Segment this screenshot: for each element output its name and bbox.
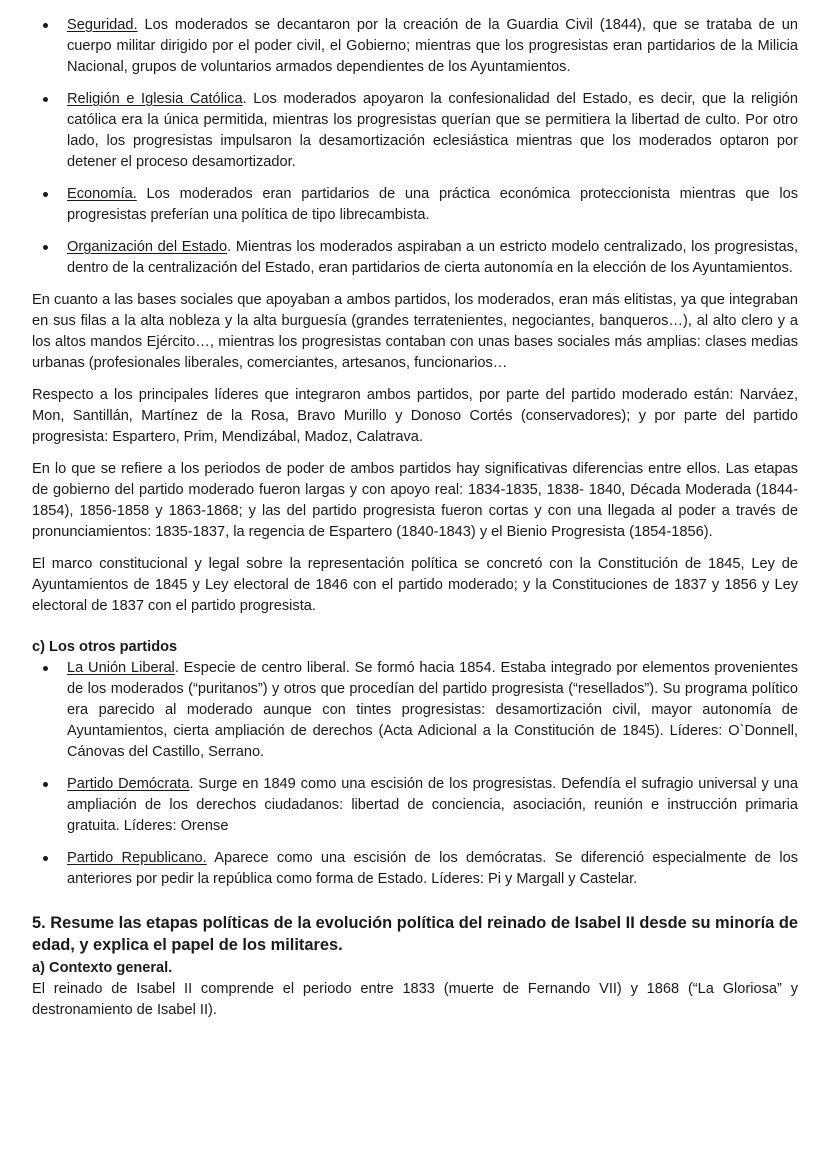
paragraph-leaders: Respecto a los principales líderes que integraron ambos partidos, por parte del partido moderado están: Narváez, Mon, Santillán, Martínez de la Rosa, Bravo Murillo y Donoso Cortés (conservadores); y por parte del partido progresista: Espartero, Prim, Mendizábal, Madoz, Calatrava. xyxy=(32,387,798,445)
list-item xyxy=(32,848,798,890)
list-item-text: . Los moderados apoyaron la confesionalidad del Estado, es decir, que la religión católica era la única permitida, mientras los progresistas querían que se permitiera la libertad de culto. Por otro lado, los progresistas impulsaron la desamortización eclesiástica mientras que los moderados optaron por detener el proceso desamortizador. xyxy=(67,91,799,170)
list-item xyxy=(32,658,798,763)
party-differences-list xyxy=(32,15,798,279)
list-item-term: Organización del Estado xyxy=(67,239,228,255)
list-item-term: Partido Demócrata xyxy=(67,776,190,792)
list-item-text: Los moderados eran partidarios de una práctica económica proteccionista mientras que los progresistas preferían una política de tipo librecambista. xyxy=(67,186,798,223)
question-paragraph: El reinado de Isabel II comprende el periodo entre 1833 (muerte de Fernando VII) y 1868 (“La Gloriosa” y destronamiento de Isabel II). xyxy=(32,981,798,1018)
paragraph-social-bases: En cuanto a las bases sociales que apoyaban a ambos partidos, los moderados, eran más elitistas, ya que integraban en sus filas a la alta nobleza y la alta burguesía (grandes terratenientes, negociantes, banqueros…), al alto clero y a los altos mandos Ejército…, mientras los progresistas contaban con unas bases sociales más amplias: clases medias urbanas (profesionales liberales, comerciantes, artesanos, funcionarios… xyxy=(32,292,798,371)
list-item-term: Religión e Iglesia Católica xyxy=(67,91,243,107)
list-item xyxy=(32,89,798,173)
list-item-text: . Surge en 1849 como una escisión de los progresistas. Defendía el sufragio universal y una ampliación de los derechos ciudadanos: libertad de conciencia, asociación, reunión e instrucción primaria gratuita. Líderes: Orense xyxy=(67,776,798,834)
list-item-text: . Especie de centro liberal. Se formó hacia 1854. Estaba integrado por elementos provenientes de los moderados (“puritanos”) y otros que procedían del partido progresista (“resellados”). Su programa político era parecido al moderado aunque con tintes progresistas: desamortización civil, mayor autonomía de Ayuntamientos, cierta ampliación de derechos (Acta Adicional a la Constitución de 1845). Líderes: O`Donnell, Cánovas del Castillo, Serrano. xyxy=(67,660,798,760)
list-item xyxy=(32,774,798,837)
section-heading-other-parties: c) Los otros partidos xyxy=(32,639,178,655)
list-item xyxy=(32,184,798,226)
list-item-term: Seguridad. xyxy=(67,17,138,33)
list-item-text: Aparece como una escisión de los demócratas. Se diferenció especialmente de los anteriores por pedir la república como forma de Estado. Líderes: Pi y Margall y Castelar. xyxy=(67,850,798,887)
paragraph-constitutional: El marco constitucional y legal sobre la representación política se concretó con la Constitución de 1845, Ley de Ayuntamientos de 1845 y Ley electoral de 1846 con el partido moderado; y la Constituciones de 1837 y 1856 y Ley electoral de 1837 con el partido progresista. xyxy=(32,556,798,614)
list-item-term: La Unión Liberal xyxy=(67,660,175,676)
list-item xyxy=(32,15,798,78)
question-subheading: a) Contexto general. xyxy=(32,960,173,976)
list-item xyxy=(32,237,798,279)
list-item-term: Economía. xyxy=(67,186,137,202)
other-parties-list xyxy=(32,658,798,890)
list-item-text: Los moderados se decantaron por la creación de la Guardia Civil (1844), que se trataba de un cuerpo militar dirigido por el poder civil, el Gobierno; mientras que los progresistas eran partidarios de la Milicia Nacional, grupos de voluntarios armados dependientes de los Ayuntamientos. xyxy=(67,17,798,75)
list-item-term: Partido Republicano. xyxy=(67,850,207,866)
list-item-text: . Mientras los moderados aspiraban a un estricto modelo centralizado, los progresistas, dentro de la centralización del Estado, eran partidarios de cierta autonomía en la elección de los Ayuntamientos. xyxy=(67,239,798,276)
question-heading: 5. Resume las etapas políticas de la evolución política del reinado de Isabel II desde su minoría de edad, y explica el papel de los militares. xyxy=(32,914,798,954)
document-page xyxy=(32,15,798,1021)
paragraph-periods: En lo que se refiere a los periodos de poder de ambos partidos hay significativas diferencias entre ellos. Las etapas de gobierno del partido moderado fueron largas y con apoyo real: 1834-1835, 1838- 1840, Década Moderada (1844-1854), 1856-1858 y 1863-1868; y las del partido progresista fueron cortas y con una llegada al poder a través de pronunciamientos: 1835-1837, la regencia de Espartero (1840-1843) y el Bienio Progresista (1854-1856). xyxy=(32,461,798,540)
